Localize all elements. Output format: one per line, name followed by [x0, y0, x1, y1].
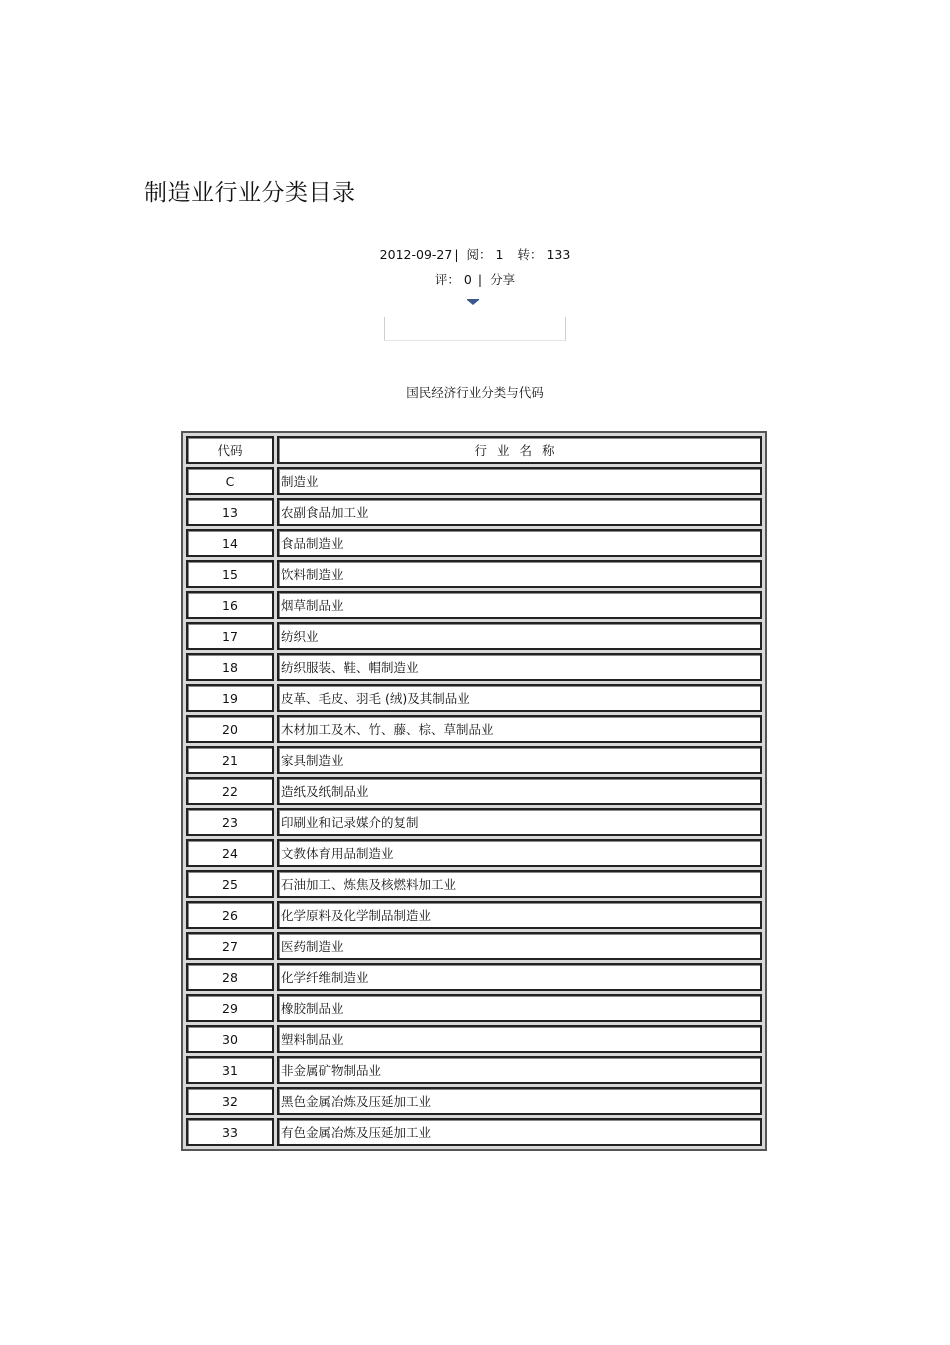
- row-name: 化学原料及化学制品制造业: [277, 901, 762, 929]
- row-name: 医药制造业: [277, 932, 762, 960]
- row-code: 27: [186, 932, 274, 960]
- forward-label[interactable]: 转：: [517, 247, 543, 262]
- forward-count: 133: [546, 247, 571, 262]
- table-row: [186, 839, 762, 867]
- table-row: [186, 994, 762, 1022]
- separator: |: [454, 247, 459, 262]
- row-name: 皮革、毛皮、羽毛 (绒)及其制品业: [277, 684, 762, 712]
- row-code: 22: [186, 777, 274, 805]
- read-label: 阅：: [466, 247, 492, 262]
- row-name: 橡胶制品业: [277, 994, 762, 1022]
- row-code: 18: [186, 653, 274, 681]
- row-code: 30: [186, 1025, 274, 1053]
- row-code: 25: [186, 870, 274, 898]
- post-meta: [0, 245, 950, 263]
- chevron-down-icon[interactable]: [467, 300, 479, 305]
- row-code: 28: [186, 963, 274, 991]
- table-row: [186, 870, 762, 898]
- table-caption: 国民经济行业分类与代码: [406, 385, 544, 400]
- table-row: [186, 901, 762, 929]
- table-row: [186, 560, 762, 588]
- table-row: [186, 498, 762, 526]
- table-row: [186, 467, 762, 495]
- row-code: 20: [186, 715, 274, 743]
- row-name: 农副食品加工业: [277, 498, 762, 526]
- table-row: [186, 1056, 762, 1084]
- row-name: 文教体育用品制造业: [277, 839, 762, 867]
- table-row: [186, 529, 762, 557]
- row-code: 13: [186, 498, 274, 526]
- header-name: 行业名称: [277, 436, 762, 464]
- row-name: 非金属矿物制品业: [277, 1056, 762, 1084]
- share-button[interactable]: 分享: [490, 272, 516, 287]
- header-code: 代码: [186, 436, 274, 464]
- table-row: [186, 746, 762, 774]
- row-name: 黑色金属冶炼及压延加工业: [277, 1087, 762, 1115]
- comment-count: 0: [463, 272, 472, 287]
- row-code: 17: [186, 622, 274, 650]
- post-date: 2012-09-27: [379, 247, 453, 262]
- table-row: [186, 1118, 762, 1146]
- table-row: [186, 591, 762, 619]
- page-title: 制造业行业分类目录: [144, 180, 356, 206]
- row-name: 石油加工、炼焦及核燃料加工业: [277, 870, 762, 898]
- table-row: [186, 808, 762, 836]
- row-name: 木材加工及木、竹、藤、棕、草制品业: [277, 715, 762, 743]
- row-name: 纺织业: [277, 622, 762, 650]
- row-code: 31: [186, 1056, 274, 1084]
- table-row: [186, 777, 762, 805]
- comment-label[interactable]: 评：: [434, 272, 460, 287]
- post-meta-2: [0, 270, 950, 288]
- row-name: 食品制造业: [277, 529, 762, 557]
- row-name: 制造业: [277, 467, 762, 495]
- row-name: 印刷业和记录媒介的复制: [277, 808, 762, 836]
- row-name: 造纸及纸制品业: [277, 777, 762, 805]
- row-name: 烟草制品业: [277, 591, 762, 619]
- row-code: 16: [186, 591, 274, 619]
- table-row: [186, 932, 762, 960]
- row-code: 23: [186, 808, 274, 836]
- table-row: [186, 1025, 762, 1053]
- row-code: 19: [186, 684, 274, 712]
- row-code: 15: [186, 560, 274, 588]
- row-code: 24: [186, 839, 274, 867]
- separator: |: [477, 272, 483, 287]
- table-row: [186, 622, 762, 650]
- table-row: [186, 715, 762, 743]
- row-code: 32: [186, 1087, 274, 1115]
- row-name: 化学纤维制造业: [277, 963, 762, 991]
- industry-code-table: [181, 431, 767, 1151]
- table-row: [186, 684, 762, 712]
- row-name: 饮料制造业: [277, 560, 762, 588]
- row-code: C: [186, 467, 274, 495]
- row-code: 26: [186, 901, 274, 929]
- row-name: 家具制造业: [277, 746, 762, 774]
- table-header-row: [186, 436, 762, 464]
- row-code: 29: [186, 994, 274, 1022]
- table-row: [186, 1087, 762, 1115]
- row-name: 塑料制品业: [277, 1025, 762, 1053]
- row-code: 33: [186, 1118, 274, 1146]
- table-row: [186, 653, 762, 681]
- row-code: 14: [186, 529, 274, 557]
- row-name: 有色金属冶炼及压延加工业: [277, 1118, 762, 1146]
- row-name: 纺织服装、鞋、帽制造业: [277, 653, 762, 681]
- table-row: [186, 963, 762, 991]
- share-panel: [384, 317, 566, 341]
- row-code: 21: [186, 746, 274, 774]
- read-count: 1: [495, 247, 504, 262]
